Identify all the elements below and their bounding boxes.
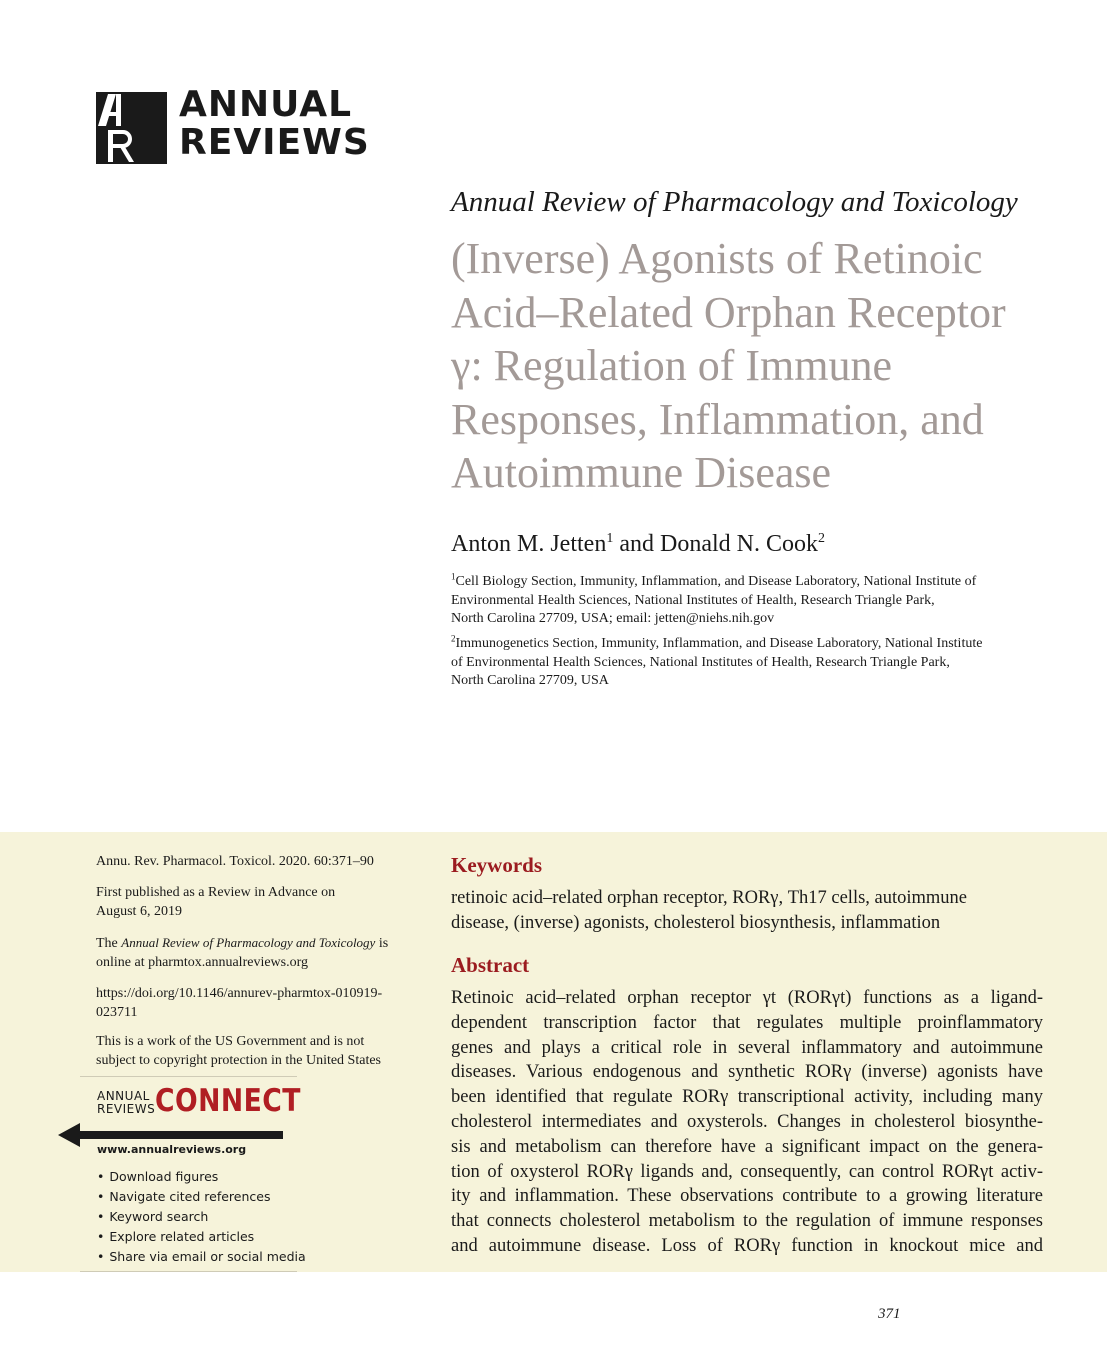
abstract-line: been identified that regulate RORγ transcriptional activity, including many	[451, 1087, 1043, 1108]
doi-link[interactable]: https://doi.org/10.1146/annurev-pharmtox-010919- 023711	[96, 986, 383, 1020]
connect-wordmark: CONNECT	[155, 1083, 301, 1119]
published-date: First published as a Review in Advance on August 6, 2019	[96, 885, 336, 919]
abstract-text	[451, 986, 1043, 1259]
affiliation-marker: 1	[451, 571, 456, 582]
abstract-line: sis and metabolism can therefore have a significant impact on the genera-	[451, 1136, 1043, 1157]
list-item: • Explore related articles	[97, 1227, 306, 1247]
author-affil-marker: 2	[817, 531, 825, 546]
logo-line-reviews: REVIEWS	[179, 122, 370, 163]
keywords-heading: Keywords	[451, 853, 542, 877]
online-journal-name: Annual Review of Pharmacology and Toxicology	[121, 935, 376, 950]
title-line: (Inverse) Agonists of Retinoic	[451, 234, 983, 283]
affiliation	[451, 573, 1051, 629]
abstract-line: diseases. Various endogenous and synthetic RORγ (inverse) agonists have	[451, 1062, 1043, 1083]
list-item: • Keyword search	[97, 1207, 306, 1227]
abstract-line: genes and plays a critical role in several inflammatory and autoimmune	[451, 1037, 1043, 1058]
abstract-line: Retinoic acid–related orphan receptor γt (RORγt) functions as a ligand-	[451, 988, 1043, 1008]
affiliation-line: Cell Biology Section, Immunity, Inflammation, and Disease Laboratory, National Institute of	[455, 574, 977, 589]
page-number: 371	[878, 1306, 901, 1322]
title-line: Acid–Related Orphan Receptor	[451, 287, 1006, 337]
affiliation	[451, 635, 1051, 691]
annual-reviews-logo	[96, 84, 370, 164]
connect-ar-label: ANNUAL REVIEWS	[97, 1089, 156, 1116]
affiliation-line: Immunogenetics Section, Immunity, Inflammation, and Disease Laboratory, National Institute	[455, 636, 983, 651]
abstract-line: and autoimmune disease. Loss of RORγ function in knockout mice and	[451, 1235, 1043, 1256]
keywords-text: retinoic acid–related orphan receptor, RORγ, Th17 cells, autoimmune disease, (inverse) agonists, cholesterol biosynthesis, inflammation	[451, 888, 968, 933]
list-item: • Share via email or social media	[97, 1247, 306, 1267]
author-affil-marker: 1	[606, 531, 614, 546]
affiliation-line: Environmental Health Sciences, National Institutes of Health, Research Triangle Park,	[451, 592, 935, 608]
author-name: Anton M. Jetten	[451, 531, 607, 557]
affiliation-marker: 2	[451, 633, 456, 644]
affiliation-line: North Carolina 27709, USA; email: jetten@niehs.nih.gov	[451, 611, 775, 626]
title-line: γ: Regulation of Immune	[451, 341, 893, 390]
connect-url[interactable]: www.annualreviews.org	[97, 1143, 247, 1156]
abstract-line: tion of oxysterol RORγ ligands and, consequently, can control RORγt activ-	[451, 1161, 1043, 1182]
affiliation-line: of Environmental Health Sciences, National Institutes of Health, Research Triangle Park,	[451, 654, 950, 670]
author-name: Donald N. Cook	[659, 531, 818, 557]
abstract-line: ity and inflammation. These observations contribute to a growing literature	[451, 1186, 1043, 1207]
abstract-heading: Abstract	[451, 953, 530, 977]
list-item: • Download figures	[97, 1167, 306, 1187]
annual-reviews-connect-box[interactable]	[80, 1076, 306, 1272]
copyright-notice: This is a work of the US Government and is not subject to copyright protection in the United States	[96, 1034, 381, 1068]
abstract-line: cholesterol intermediates and oxysterols. Changes in cholesterol biosynthe-	[451, 1111, 1043, 1132]
article-title	[451, 232, 1091, 500]
journal-name: Annual Review of Pharmacology and Toxicology	[451, 186, 1018, 218]
authors	[451, 531, 825, 558]
abstract-line: that connects cholesterol metabolism to the regulation of immune responses	[451, 1211, 1043, 1232]
author-connector: and	[613, 531, 660, 557]
abstract-line: dependent transcription factor that regulates multiple proinflammatory	[451, 1012, 1043, 1033]
online-url[interactable]: online at pharmtox.annualreviews.org	[96, 954, 309, 970]
online-availability: The Annual Review of Pharmacology and Toxicology is online at pharmtox.annualreviews.org	[96, 934, 426, 972]
logo-wordmark	[179, 86, 370, 162]
annual-reviews-ar-logo-icon	[96, 92, 167, 164]
title-line: Autoimmune Disease	[451, 448, 832, 497]
title-line: Responses, Inflammation, and	[451, 394, 984, 444]
affiliation-line: North Carolina 27709, USA	[451, 673, 609, 688]
list-item: • Navigate cited references	[97, 1187, 306, 1207]
connect-features-list	[97, 1167, 306, 1267]
logo-line-annual: ANNUAL	[179, 84, 353, 125]
citation: Annu. Rev. Pharmacol. Toxicol. 2020. 60:371–90	[96, 854, 374, 869]
